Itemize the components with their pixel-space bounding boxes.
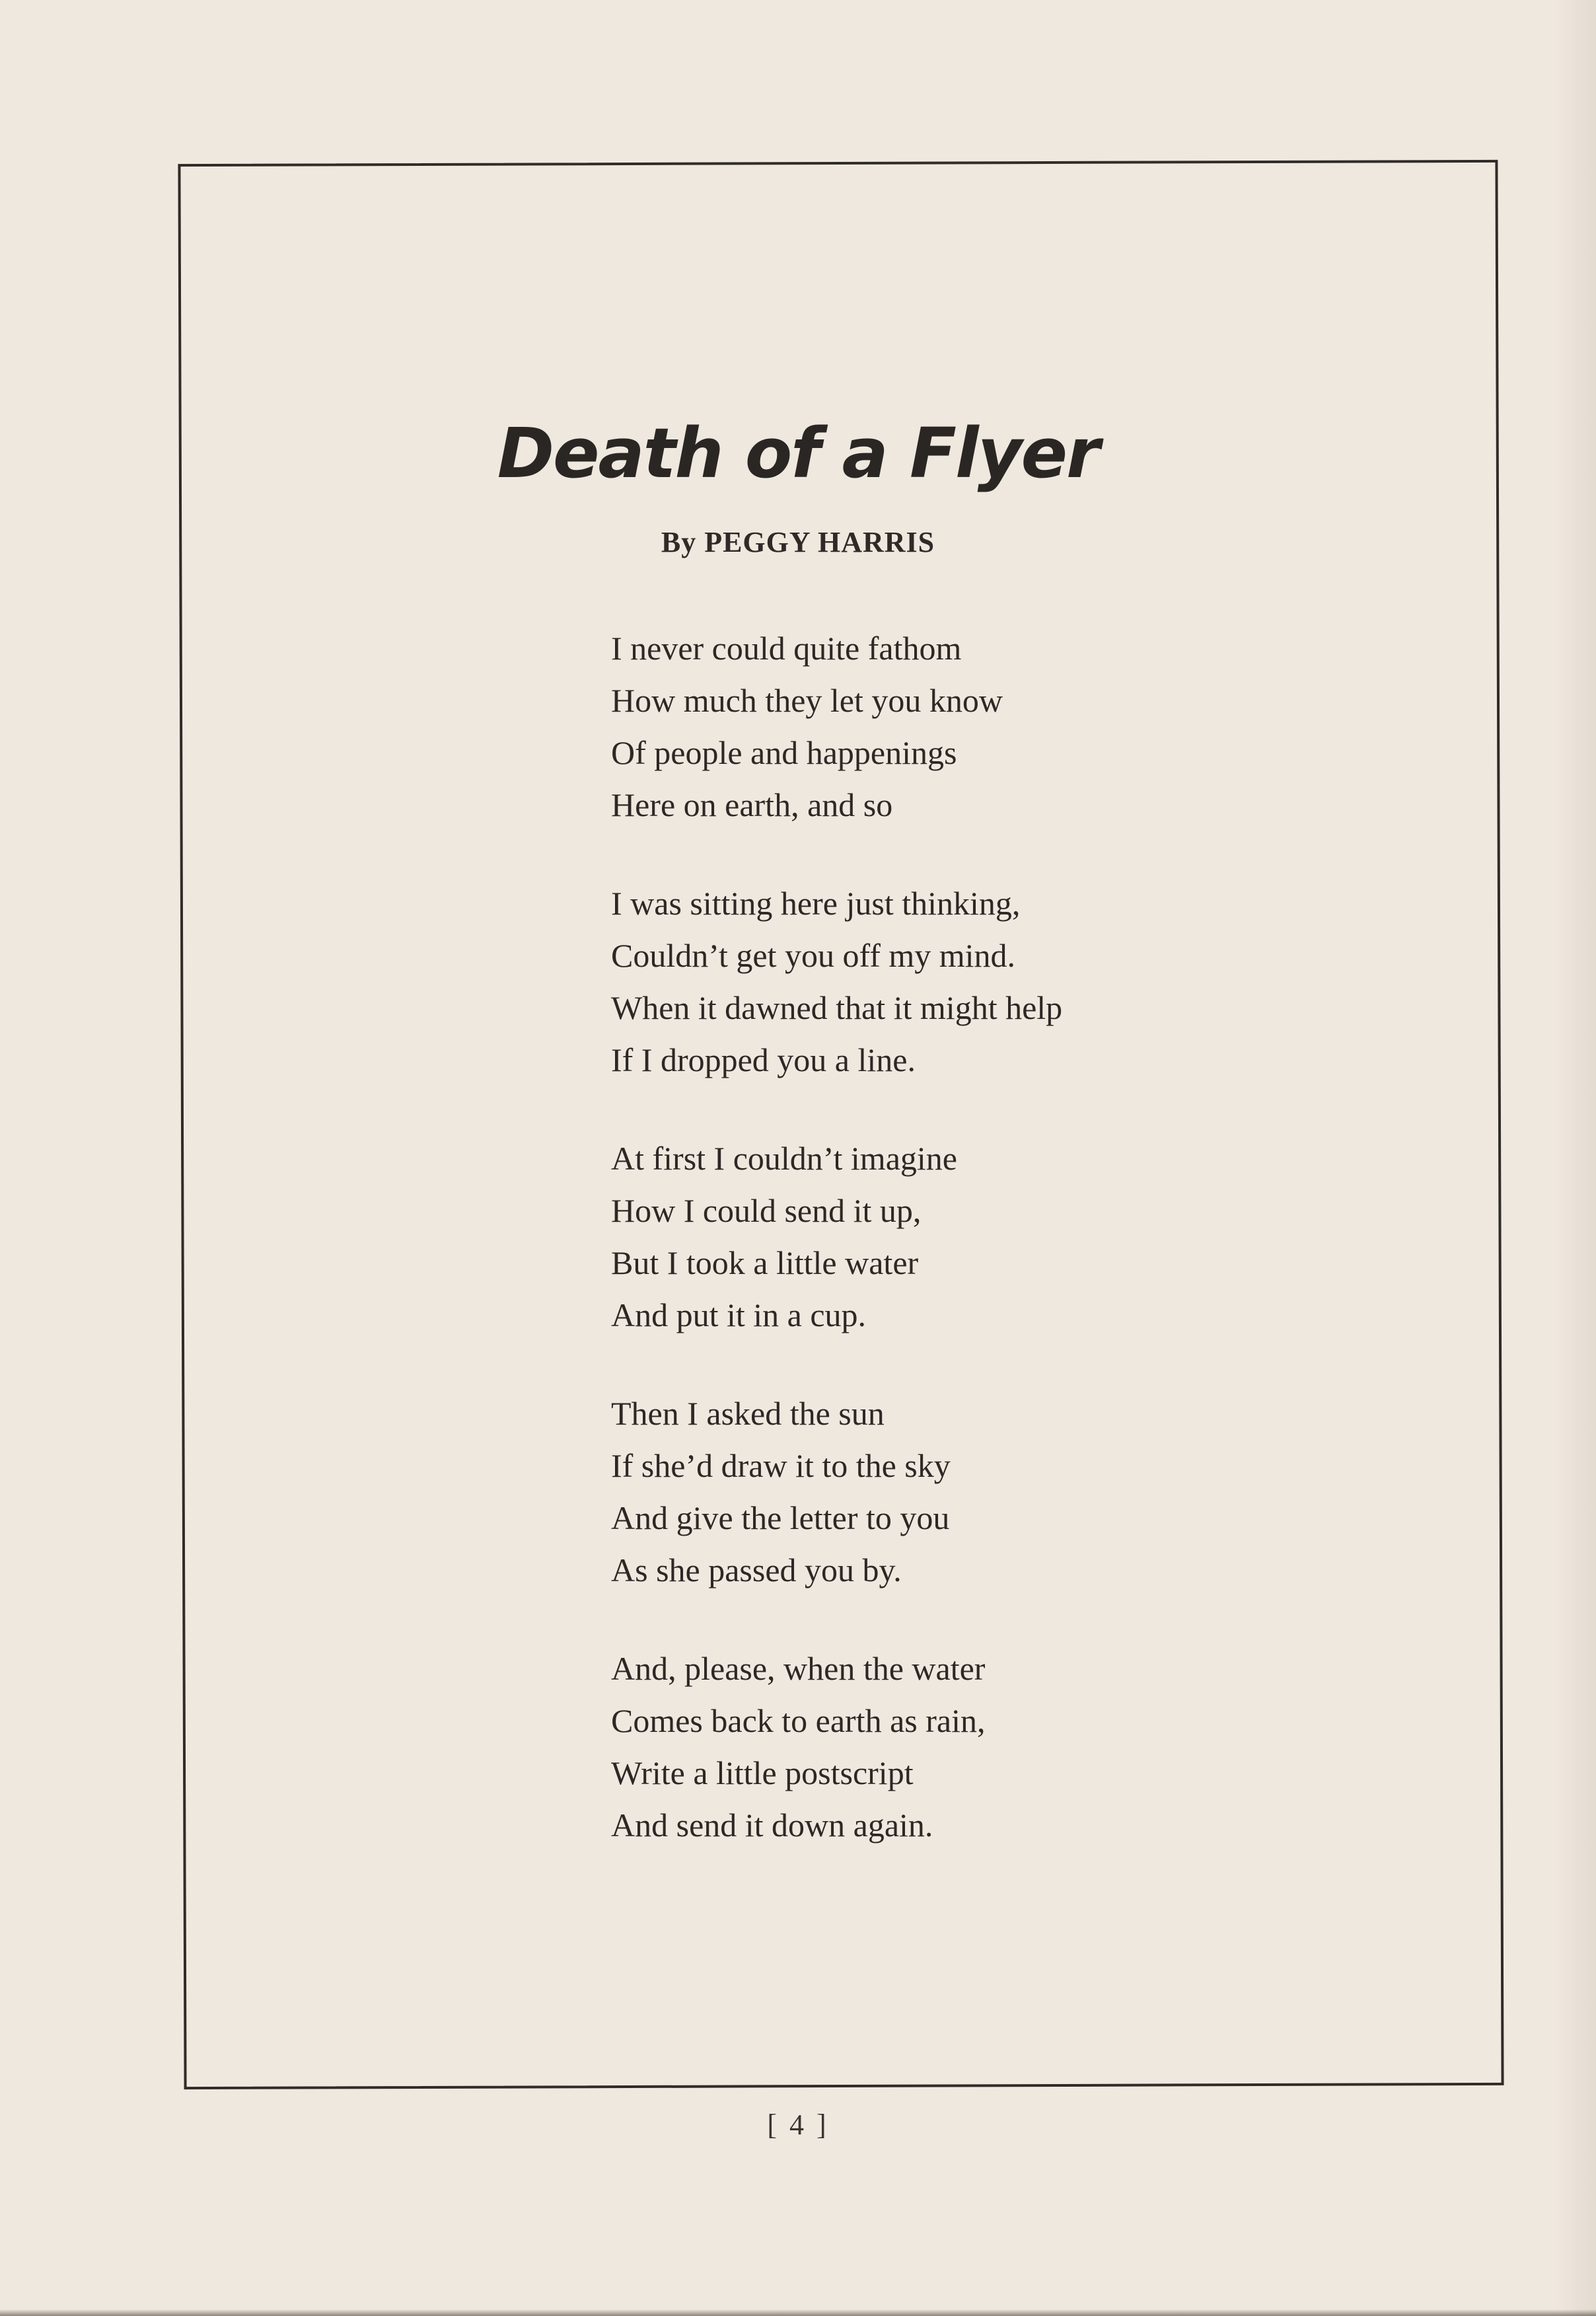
poem-line: But I took a little water	[611, 1244, 919, 1281]
poem-line: Here on earth, and so	[611, 786, 893, 823]
poem-line: At first I couldn’t imagine	[611, 1140, 957, 1177]
poem-line: How I could send it up,	[611, 1192, 922, 1229]
poem-line: And, please, when the water	[611, 1650, 986, 1687]
stanza-5	[611, 1643, 1206, 1851]
stanza-4	[611, 1388, 1206, 1596]
poem-line: When it dawned that it might help	[611, 989, 1063, 1026]
poem-body	[611, 622, 1206, 1898]
poem-line: I was sitting here just thinking,	[611, 885, 1021, 922]
stanza-1	[611, 622, 1206, 831]
poem-line: If I dropped you a line.	[611, 1041, 916, 1078]
poem-line: And put it in a cup.	[611, 1296, 867, 1333]
stanza-3	[611, 1133, 1206, 1341]
poem-line: Write a little postscript	[611, 1754, 914, 1791]
page-edge-shadow	[1556, 0, 1596, 2316]
poem-line: Of people and happenings	[611, 734, 957, 771]
poem-title: Death of a Flyer	[497, 413, 1099, 494]
poem-byline: By PEGGY HARRIS	[661, 526, 935, 558]
poem-line: If she’d draw it to the sky	[611, 1447, 951, 1484]
stanza-2	[611, 878, 1206, 1086]
poem-line: I never could quite fathom	[611, 630, 962, 667]
poem-line: As she passed you by.	[611, 1551, 902, 1588]
poem-line: Comes back to earth as rain,	[611, 1702, 986, 1739]
poem-line: Then I asked the sun	[611, 1395, 885, 1432]
page-bottom-edge	[0, 2309, 1596, 2316]
poem-line: Couldn’t get you off my mind.	[611, 937, 1016, 974]
page-number: [ 4 ]	[767, 2109, 829, 2141]
poem-line: How much they let you know	[611, 682, 1003, 719]
poem-line: And give the letter to you	[611, 1499, 950, 1536]
poem-line: And send it down again.	[611, 1807, 933, 1844]
